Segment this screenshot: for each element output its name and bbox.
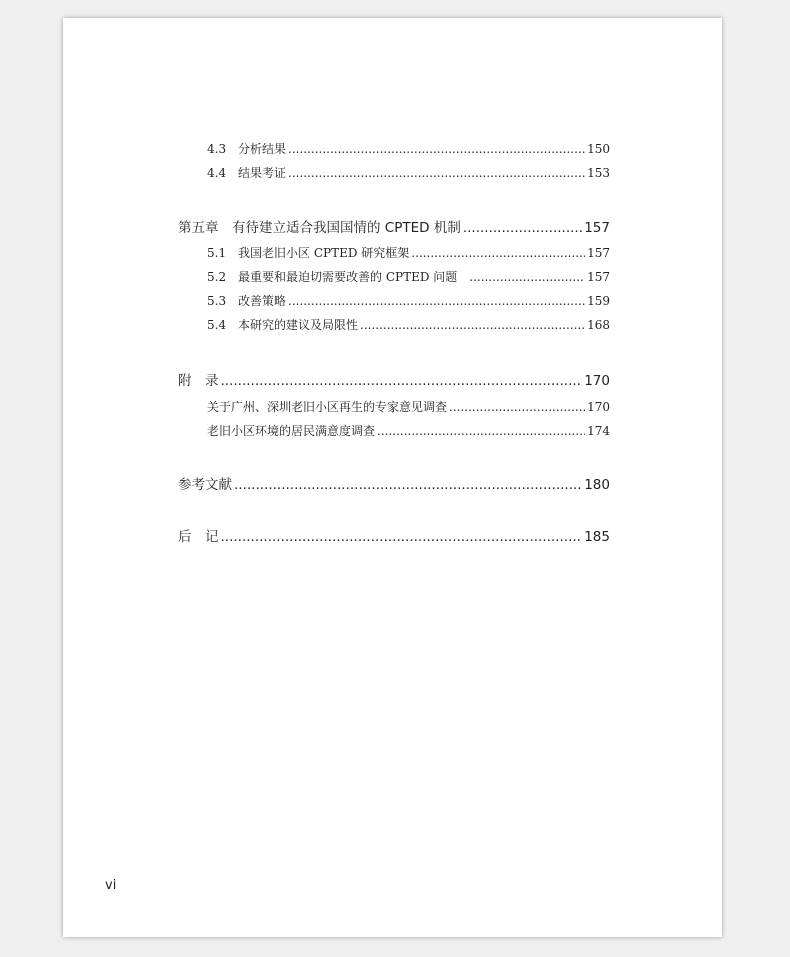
section-number: 5.2 [207, 270, 227, 284]
dot-leader [449, 400, 585, 414]
dot-leader [288, 166, 585, 180]
entry-title: 分析结果 [238, 142, 287, 156]
page-number: 170 [584, 373, 610, 389]
section-number: 4.4 [207, 166, 227, 180]
dot-leader [234, 477, 582, 493]
document-page [63, 18, 722, 937]
toc-appendix[interactable] [178, 369, 610, 389]
dot-leader [463, 220, 582, 236]
dot-leader [469, 270, 585, 284]
page-folio: vi [105, 878, 117, 893]
entry-title: 结果考证 [238, 166, 287, 180]
toc-chapter-5[interactable] [178, 216, 610, 236]
toc-references[interactable] [178, 473, 610, 493]
section-number: 5.4 [207, 318, 227, 332]
dot-leader [288, 294, 585, 308]
dot-leader [221, 529, 583, 545]
toc-entry-5-1[interactable] [207, 244, 610, 261]
page-number: 168 [587, 318, 610, 332]
page-number: 157 [587, 246, 610, 260]
entry-title: 本研究的建议及局限性 [238, 318, 359, 332]
entry-title: 老旧小区环境的居民满意度调查 [207, 424, 376, 438]
entry-title: 关于广州、深圳老旧小区再生的专家意见调查 [207, 400, 448, 414]
page-number: 157 [584, 220, 610, 236]
section-number: 4.3 [207, 142, 227, 156]
toc-appendix-1[interactable] [207, 398, 610, 415]
dot-leader [360, 318, 585, 332]
page-number: 150 [587, 142, 610, 156]
dot-leader [377, 424, 585, 438]
page-number: 159 [587, 294, 610, 308]
toc-entry-4-4[interactable] [207, 164, 610, 181]
toc-postscript[interactable] [178, 525, 610, 545]
page-number: 185 [584, 529, 610, 545]
page-number: 180 [584, 477, 610, 493]
toc-entry-5-3[interactable] [207, 292, 610, 309]
entry-title: 改善策略 [238, 294, 287, 308]
toc-entry-5-2[interactable] [207, 268, 610, 285]
page-number: 174 [587, 424, 610, 438]
chapter-title: 附 录 [178, 373, 219, 389]
entry-title: 我国老旧小区 CPTED 研究框架 [238, 246, 410, 260]
chapter-title: 参考文献 [178, 477, 232, 493]
chapter-title: 后 记 [178, 529, 219, 545]
toc-entry-4-3[interactable] [207, 140, 610, 157]
toc-appendix-2[interactable] [207, 422, 610, 439]
dot-leader [221, 373, 583, 389]
page-number: 170 [587, 400, 610, 414]
section-number: 5.3 [207, 294, 227, 308]
section-number: 5.1 [207, 246, 227, 260]
chapter-title: 第五章 有待建立适合我国国情的 CPTED 机制 [178, 220, 461, 236]
dot-leader [411, 246, 585, 260]
page-number: 157 [587, 270, 610, 284]
toc-entry-5-4[interactable] [207, 316, 610, 333]
page-number: 153 [587, 166, 610, 180]
dot-leader [288, 142, 585, 156]
entry-title: 最重要和最迫切需要改善的 CPTED 问题 [238, 270, 458, 284]
